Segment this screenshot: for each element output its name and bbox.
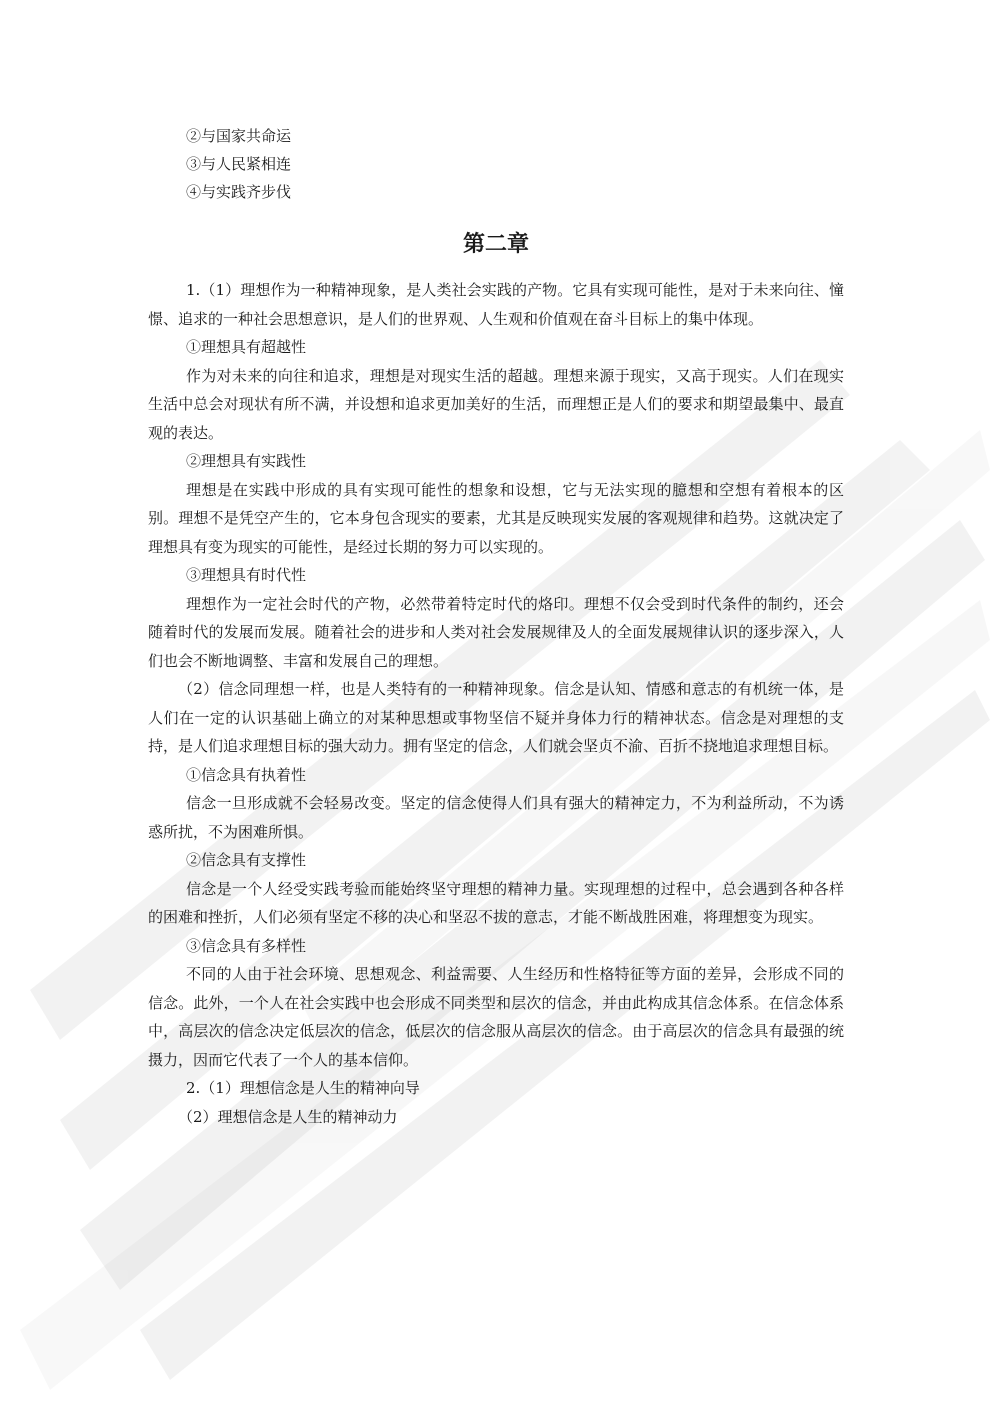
list-item: ③与人民紧相连 [186,155,292,173]
subheading: ③理想具有时代性 [186,566,307,584]
paragraph: 理想是在实践中形成的具有实现可能性的想象和设想，它与无法实现的臆想和空想有着根本的区别。理想不是凭空产生的，它本身包含现实的要素，尤其是反映现实发展的客观规律和趋势。这就决定了理想具有变为现实的可能性，是经过长期的努力可以实现的。 [148,480,844,556]
body-text [148,276,844,1131]
list-item: ④与实践齐步伐 [186,183,292,201]
paragraph: 信念是一个人经受实践考验而能始终坚守理想的精神力量。实现理想的过程中，总会遇到各种各样的困难和挫折，人们必须有坚定不移的决心和坚忍不拔的意志，才能不断战胜困难，将理想变为现实。 [148,879,844,926]
subheading: ②理想具有实践性 [186,452,307,470]
chapter-title: 第二章 [462,232,529,257]
paragraph: 1.（1）理想作为一种精神现象，是人类社会实践的产物。它具有实现可能性，是对于未来向往、憧憬、追求的一种社会思想意识，是人们的世界观、人生观和价值观在奋斗目标上的集中体现。 [148,281,844,328]
subheading: ③信念具有多样性 [186,936,307,955]
paragraph: 信念一旦形成就不会轻易改变。坚定的信念使得人们具有强大的精神定力，不为利益所动，不为诱惑所扰，不为困难所惧。 [148,794,844,841]
content-area [148,122,844,1131]
list-item: ②与国家共命运 [186,127,292,145]
paragraph: 不同的人由于社会环境、思想观念、利益需要、人生经历和性格特征等方面的差异，会形成不同的信念。此外，一个人在社会实践中也会形成不同类型和层次的信念，并由此构成其信念体系。在信念体系中，高层次的信念决定低层次的信念，低层次的信念服从高层次的信念。由于高层次的信念具有最强的统摄力，因而它代表了一个人的基本信仰。 [148,965,844,1069]
intro-list [148,122,844,206]
subheading: ①信念具有执着性 [186,765,307,784]
paragraph: （2）理想信念是人生的精神动力 [178,1107,398,1126]
paragraph: 理想作为一定社会时代的产物，必然带着特定时代的烙印。理想不仅会受到时代条件的制约，还会随着时代的发展而发展。随着社会的进步和人类对社会发展规律及人的全面发展规律认识的逐步深入，人们也会不断地调整、丰富和发展自己的理想。 [148,594,844,670]
paragraph: 作为对未来的向往和追求，理想是对现实生活的超越。理想来源于现实，又高于现实。人们在现实生活中总会对现状有所不满，并设想和追求更加美好的生活，而理想正是人们的要求和期望最集中、最直观的表达。 [148,366,844,442]
subheading: ①理想具有超越性 [186,338,307,356]
subheading: ②信念具有支撑性 [186,851,307,869]
paragraph: （2）信念同理想一样，也是人类特有的一种精神现象。信念是认知、情感和意志的有机统一体，是人们在一定的认识基础上确立的对某种思想或事物坚信不疑并身体力行的精神状态。信念是对理想的支持，是人们追求理想目标的强大动力。拥有坚定的信念，人们就会坚贞不渝、百折不挠地追求理想目标。 [148,680,844,755]
paragraph: 2.（1）理想信念是人生的精神向导 [186,1079,420,1097]
